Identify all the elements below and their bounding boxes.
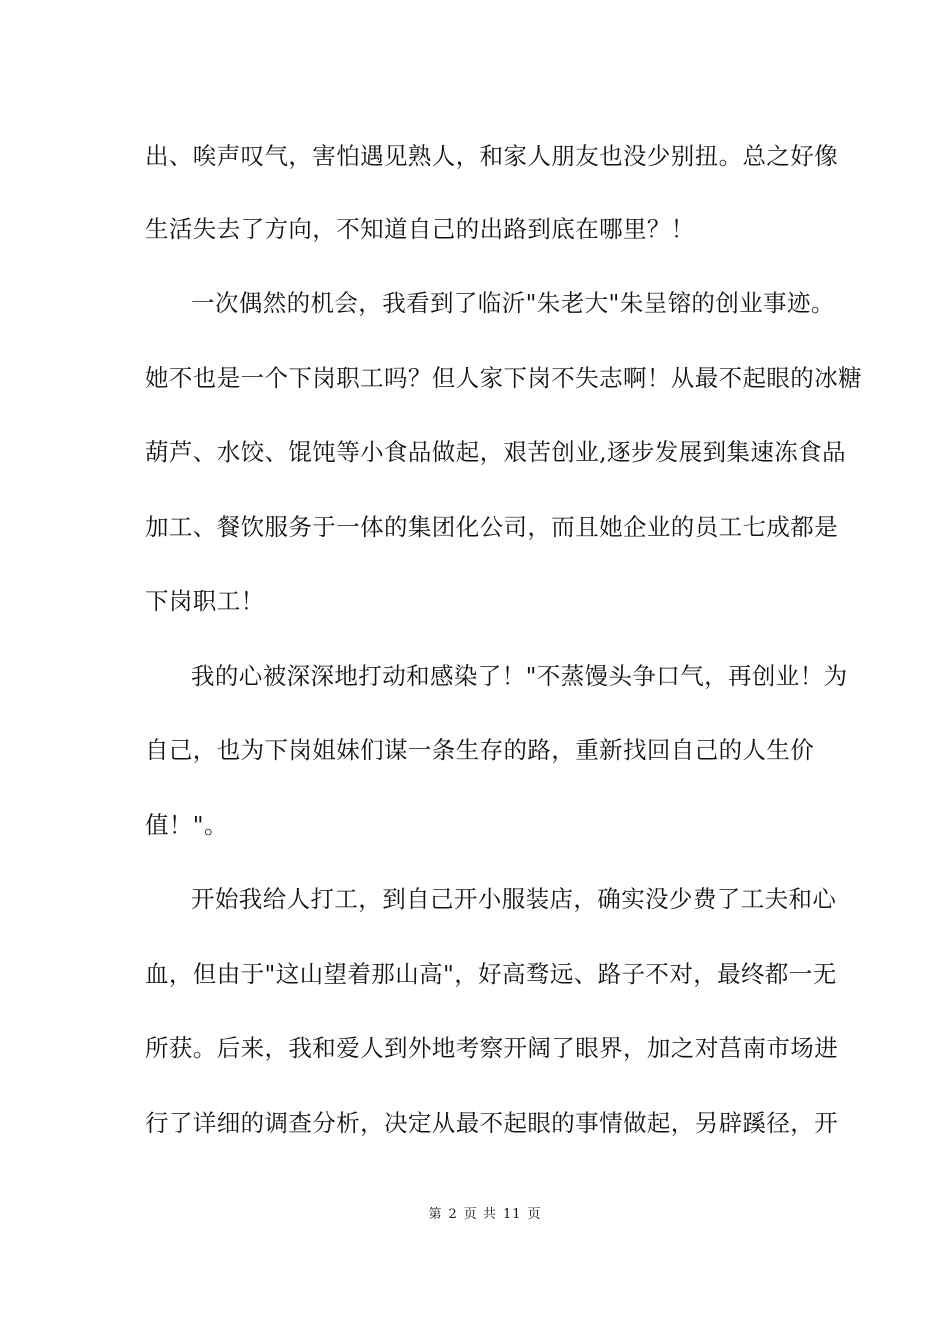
body-text-line: 所获。后来，我和爱人到外地考察开阔了眼界，加之对莒南市场进: [145, 1034, 839, 1062]
paragraph-first-line: 开始我给人打工，到自己开小服装店，确实没少费了工夫和心: [191, 885, 837, 913]
current-page-number: 2: [448, 1207, 458, 1222]
paragraph-first-line: 一次偶然的机会，我看到了临沂"朱老大"朱呈镕的创业事迹。: [191, 289, 835, 317]
total-page-count: 11: [502, 1207, 522, 1222]
body-text-line: 血，但由于"这山望着那山高"，好高骛远、路子不对，最终都一无: [145, 960, 837, 988]
footer-suffix: 页: [527, 1207, 542, 1222]
body-text-line: 出、唉声叹气，害怕遇见熟人，和家人朋友也没少别扭。总之好像: [145, 142, 839, 170]
body-text-line: 葫芦、水饺、馄饨等小食品做起，艰苦创业,逐步发展到集速冻食品: [145, 438, 846, 466]
body-text-line: 生活失去了方向，不知道自己的出路到底在哪里？！: [145, 215, 695, 243]
body-text-line: 加工、餐饮服务于一体的集团化公司，而且她企业的员工七成都是: [145, 513, 839, 541]
body-text-line: 自己，也为下岗姐妹们谋一条生存的路，重新找回自己的人生价: [145, 736, 815, 764]
body-text-line: 下岗职工！: [145, 587, 265, 615]
page-number-footer: [0, 1206, 950, 1224]
footer-middle: 页 共: [463, 1207, 497, 1222]
footer-prefix: 第: [428, 1207, 443, 1222]
body-text-line: 行了详细的调查分析，决定从最不起眼的事情做起，另辟蹊径，开: [145, 1109, 839, 1137]
paragraph-first-line: 我的心被深深地打动和感染了！"不蒸馒头争口气，再创业！为: [191, 662, 848, 690]
body-text-line: 值！"。: [145, 811, 228, 839]
body-text-line: 她不也是一个下岗职工吗？但人家下岗不失志啊！从最不起眼的冰糖: [145, 364, 862, 392]
